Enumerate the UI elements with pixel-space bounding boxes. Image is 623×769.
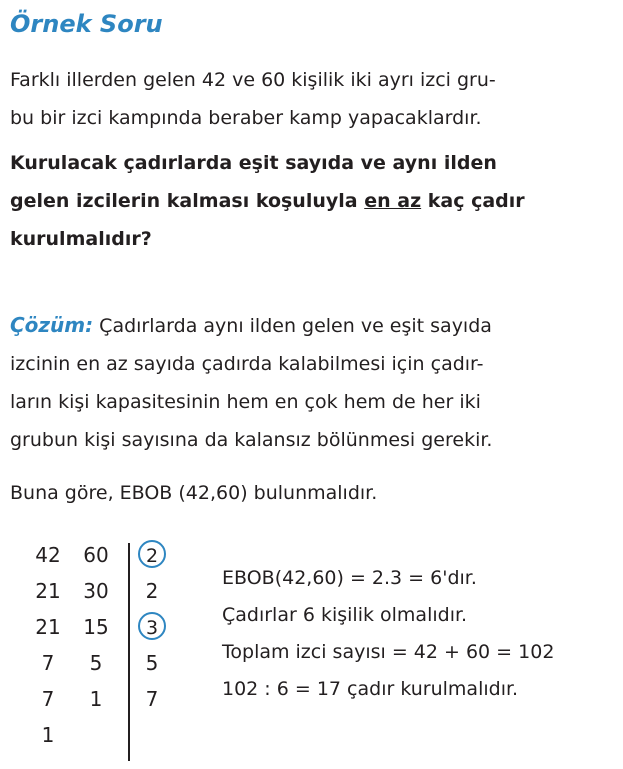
solution-line: grubun kişi sayısına da kalansız bölünmesi gerekir. bbox=[10, 429, 493, 451]
solution-segment: Çadırlarda aynı ilden gelen ve eşit sayıda bbox=[93, 315, 492, 337]
result-text bbox=[222, 560, 617, 708]
solution-conclusion: Buna göre, EBOB (42,60) bulunmalıdır. bbox=[10, 482, 378, 504]
circled-divisor: 3 bbox=[138, 612, 166, 640]
circled-divisor: 2 bbox=[138, 540, 166, 568]
prompt-line: kurulmalıdır? bbox=[10, 228, 152, 250]
dividend-a: 1 bbox=[41, 723, 55, 747]
prompt-segment: gelen izcilerin kalması koşuluyla bbox=[10, 190, 365, 212]
prompt-segment: kaç çadır bbox=[421, 190, 525, 212]
question-text bbox=[10, 61, 610, 137]
solution-line bbox=[10, 306, 610, 345]
division-line bbox=[128, 543, 130, 761]
solution-text bbox=[10, 306, 610, 459]
divisor: 7 bbox=[145, 687, 159, 711]
dividend-b: 1 bbox=[89, 687, 103, 711]
dividend-b: 60 bbox=[83, 543, 109, 567]
result-line: Çadırlar 6 kişilik olmalıdır. bbox=[222, 604, 468, 626]
example-title: Örnek Soru bbox=[10, 10, 163, 38]
result-line: 102 : 6 = 17 çadır kurulmalıdır. bbox=[222, 678, 519, 700]
question-line: Farklı illerden gelen 42 ve 60 kişilik iki ayrı izci gru- bbox=[10, 69, 496, 91]
dividend-a: 42 bbox=[35, 543, 61, 567]
question-prompt bbox=[10, 144, 610, 258]
prompt-line bbox=[10, 182, 610, 220]
divisor bbox=[132, 537, 172, 573]
division-table bbox=[28, 537, 188, 761]
dividend-a: 7 bbox=[41, 651, 55, 675]
solution-label: Çözüm: bbox=[10, 313, 94, 337]
divisor: 5 bbox=[145, 651, 159, 675]
prompt-underlined: en az bbox=[364, 190, 422, 212]
solution-line: ların kişi kapasitesinin hem en çok hem de her iki bbox=[10, 391, 481, 413]
divisor: 2 bbox=[145, 579, 159, 603]
result-line: Toplam izci sayısı = 42 + 60 = 102 bbox=[222, 641, 555, 663]
dividend-a: 21 bbox=[35, 615, 61, 639]
solution-line: izcinin en az sayıda çadırda kalabilmesi için çadır- bbox=[10, 353, 484, 375]
dividend-b: 5 bbox=[89, 651, 103, 675]
dividend-b: 30 bbox=[83, 579, 109, 603]
divisor bbox=[132, 609, 172, 645]
question-line: bu bir izci kampında beraber kamp yapacaklardır. bbox=[10, 107, 482, 129]
dividend-a: 7 bbox=[41, 687, 55, 711]
result-line: EBOB(42,60) = 2.3 = 6'dır. bbox=[222, 567, 477, 589]
prompt-line: Kurulacak çadırlarda eşit sayıda ve aynı ilden bbox=[10, 152, 497, 174]
dividend-b: 15 bbox=[83, 615, 109, 639]
dividend-a: 21 bbox=[35, 579, 61, 603]
